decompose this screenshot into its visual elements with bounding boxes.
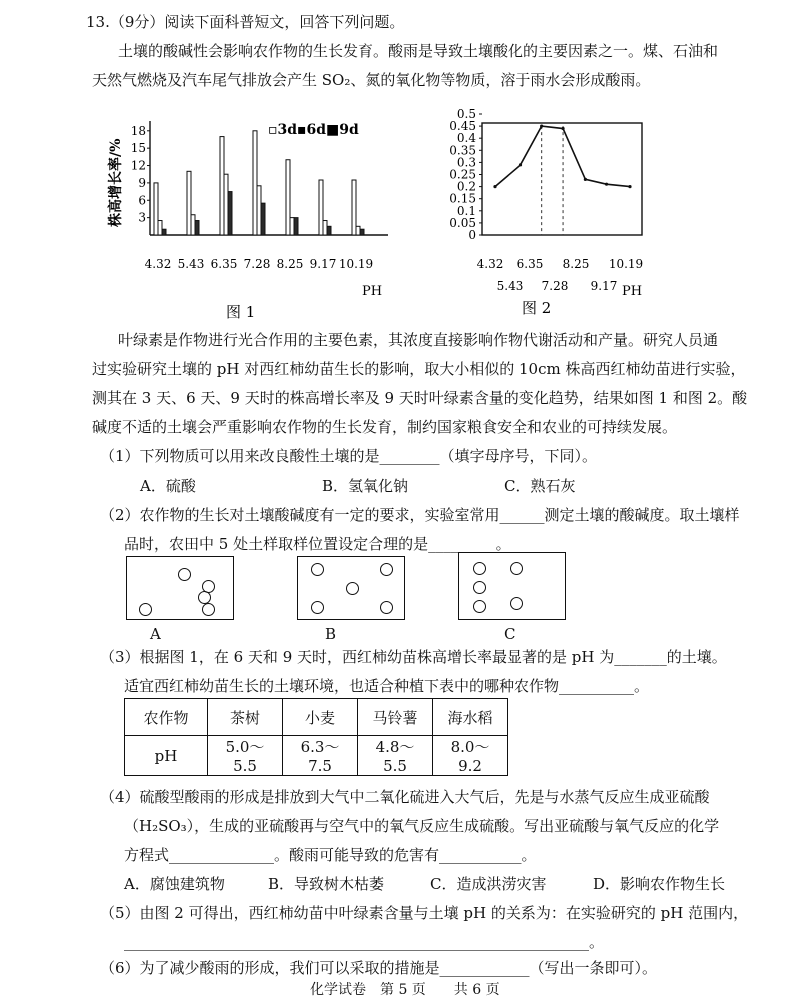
table-cell: 6.3～7.5 (283, 736, 358, 776)
q4-option-b: B．导致树木枯萎 (268, 875, 385, 893)
bar-9d (360, 229, 364, 235)
y-tick-label: 0.4 (456, 131, 476, 146)
x-tick-label: 7.28 (243, 257, 271, 271)
sample-point (139, 603, 152, 616)
y-tick-label: 0.1 (456, 203, 476, 218)
sample-point (473, 581, 486, 594)
table-cell: 茶树 (208, 699, 283, 736)
y-tick-label: 0.15 (449, 191, 476, 206)
para2-line-2: 过实验研究土壤的 pH 对西红柿幼苗生长的影响，取大小相似的 10cm 株高西红柿幼苗进行实验， (92, 360, 746, 378)
bar-9d (261, 203, 265, 235)
q5-line-2: ______________________________________________________________。 (124, 933, 605, 951)
x-axis-label: PH (362, 284, 383, 299)
crop-ph-table (124, 698, 508, 776)
q1-option-b: B．氢氧化钠 (322, 477, 409, 495)
plot-frame (482, 123, 642, 235)
bar-3d (253, 131, 257, 235)
bar-9d (327, 226, 331, 235)
figure-caption: 图 2 (522, 299, 552, 317)
para2-line-3: 测其在 3 天、6 天、9 天时的株高增长率及 9 天时叶绿素含量的变化趋势，结果如图 1 和图 2。酸 (92, 389, 748, 407)
figure-1-bar-chart (100, 110, 400, 320)
data-point (605, 183, 608, 186)
q2-line-2: 品时，农田中 5 处土样取样位置设定合理的是_________。 (124, 535, 511, 553)
bar-9d (294, 218, 298, 235)
table-row (125, 699, 508, 736)
sample-point (510, 597, 523, 610)
para2-line-4: 碱度不适的土壤会严重影响农作物的生长发育，制约国家粮食安全和农业的可持续发展。 (92, 418, 678, 436)
sample-point (380, 563, 393, 576)
y-tick-label: 3 (138, 210, 146, 225)
table-cell: 5.0～5.5 (208, 736, 283, 776)
q4-line-2: （H₂SO₃），生成的亚硫酸再与空气中的氧气反应生成硫酸。写出亚硫酸与氧气反应的化学 (124, 817, 720, 835)
table-cell: 8.0～9.2 (433, 736, 508, 776)
table-cell: 小麦 (283, 699, 358, 736)
bar-3d (187, 171, 191, 235)
x-tick-label: 8.25 (276, 257, 304, 271)
x-tick-label: 8.25 (562, 257, 590, 271)
chlorophyll-line (495, 126, 630, 187)
table-cell: 马铃薯 (358, 699, 433, 736)
q1-option-c: C．熟石灰 (504, 477, 576, 495)
para2-line-1: 叶绿素是作物进行光合作用的主要色素，其浓度直接影响作物代谢活动和产量。研究人员通 (118, 331, 719, 349)
q3-line-1: （3）根据图 1，在 6 天和 9 天时，西红柿幼苗株高增长率最显著的是 pH 为_______的土壤。 (100, 648, 727, 666)
table-cell: 4.8～5.5 (358, 736, 433, 776)
y-tick-label: 0 (468, 228, 476, 242)
data-point (561, 127, 564, 130)
q5-line-1: （5）由图 2 可得出，西红柿幼苗中叶绿素含量与土壤 pH 的关系为：在实验研究的 pH 范围内， (100, 904, 749, 922)
bar-6d (356, 226, 360, 235)
bar-6d (158, 221, 162, 235)
bar-6d (191, 215, 195, 235)
bar-6d (257, 186, 261, 235)
x-tick-label: 5.43 (177, 257, 205, 271)
diagram-label-b: B (325, 625, 337, 643)
table-row (125, 736, 508, 776)
bar-3d (319, 180, 323, 235)
bar-6d (290, 218, 294, 235)
y-tick-label: 0.05 (449, 215, 476, 230)
q4-option-c: C．造成洪涝灾害 (430, 875, 547, 893)
table-cell: pH (125, 736, 208, 776)
sample-point (473, 562, 486, 575)
sample-point (311, 601, 324, 614)
intro-line-2: 天然气燃烧及汽车尾气排放会产生 SO₂、氮的氧化物等物质，溶于雨水会形成酸雨。 (92, 71, 651, 89)
figure-caption: 图 1 (226, 303, 256, 320)
bar-3d (352, 180, 356, 235)
y-tick-label: 12 (130, 158, 146, 173)
chart-legend: ▫3d▪6d■9d (268, 122, 359, 138)
sample-point (346, 582, 359, 595)
y-tick-label: 0.3 (456, 155, 476, 170)
y-axis-label: 株高增长率/% (108, 138, 124, 227)
bar-9d (228, 192, 232, 235)
y-tick-label: 0.45 (449, 119, 476, 134)
data-point (628, 185, 631, 188)
y-tick-label: 9 (138, 175, 146, 190)
y-tick-label: 0.5 (456, 107, 476, 121)
data-point (519, 163, 522, 166)
figure-2-line-chart (430, 104, 660, 319)
sample-point (311, 563, 324, 576)
sample-point (202, 603, 215, 616)
question-header: 13.（9分）阅读下面科普短文，回答下列问题。 (86, 13, 405, 31)
x-tick-label: 10.19 (608, 257, 644, 271)
q1-option-a: A．硫酸 (140, 477, 196, 495)
q6-line-1: （6）为了减少酸雨的形成，我们可以采取的措施是____________（写出一条即可）。 (100, 959, 658, 977)
page-footer: 化学试卷 第 5 页 共 6 页 (310, 982, 500, 998)
x-tick-label: 4.32 (476, 257, 504, 271)
data-point (493, 185, 496, 188)
diagram-label-a: A (150, 625, 161, 643)
bar-9d (195, 221, 199, 235)
sample-point (473, 600, 486, 613)
x-tick-label: 5.43 (496, 279, 524, 293)
data-point (584, 178, 587, 181)
x-tick-label: 9.17 (590, 279, 618, 293)
bar-6d (323, 221, 327, 235)
table-cell: 海水稻 (433, 699, 508, 736)
sample-point (380, 601, 393, 614)
sample-point (178, 568, 191, 581)
bar-3d (154, 183, 158, 235)
bar-3d (220, 137, 224, 235)
x-tick-label: 10.19 (338, 257, 374, 271)
x-tick-label: 9.17 (309, 257, 337, 271)
table-cell: 农作物 (125, 699, 208, 736)
bar-6d (224, 174, 228, 235)
q4-option-a: A．腐蚀建筑物 (124, 875, 225, 893)
q2-line-1: （2）农作物的生长对土壤酸碱度有一定的要求，实验室常用______测定土壤的酸碱度。取土壤样 (100, 506, 740, 524)
x-tick-label: 4.32 (144, 257, 172, 271)
bar-3d (286, 160, 290, 235)
x-tick-label: 6.35 (210, 257, 238, 271)
q4-line-3: 方程式______________。酸雨可能导致的危害有___________。 (124, 846, 537, 864)
diagram-label-c: C (504, 625, 516, 643)
q4-line-1: （4）硫酸型酸雨的形成是排放到大气中二氧化硫进入大气后，先是与水蒸气反应生成亚硫酸 (100, 788, 710, 806)
x-tick-label: 7.28 (541, 279, 569, 293)
y-tick-label: 0.25 (449, 167, 476, 182)
x-axis-label: PH (622, 284, 643, 299)
y-tick-label: 0.35 (449, 143, 476, 158)
data-point (540, 125, 543, 128)
intro-line-1: 土壤的酸碱性会影响农作物的生长发育。酸雨是导致土壤酸化的主要因素之一。煤、石油和 (118, 42, 719, 60)
y-tick-label: 18 (130, 123, 146, 138)
y-tick-label: 0.2 (456, 179, 476, 194)
sample-point (510, 562, 523, 575)
q4-option-d: D．影响农作物生长 (593, 875, 726, 893)
q1-stem: （1）下列物质可以用来改良酸性土壤的是________（填字母序号，下同）。 (100, 447, 598, 465)
bar-9d (162, 229, 166, 235)
y-tick-label: 6 (138, 193, 146, 208)
q3-line-2: 适宜西红柿幼苗生长的土壤环境，也适合种植下表中的哪种农作物__________。 (124, 677, 650, 695)
x-tick-label: 6.35 (516, 257, 544, 271)
y-tick-label: 15 (130, 141, 146, 156)
